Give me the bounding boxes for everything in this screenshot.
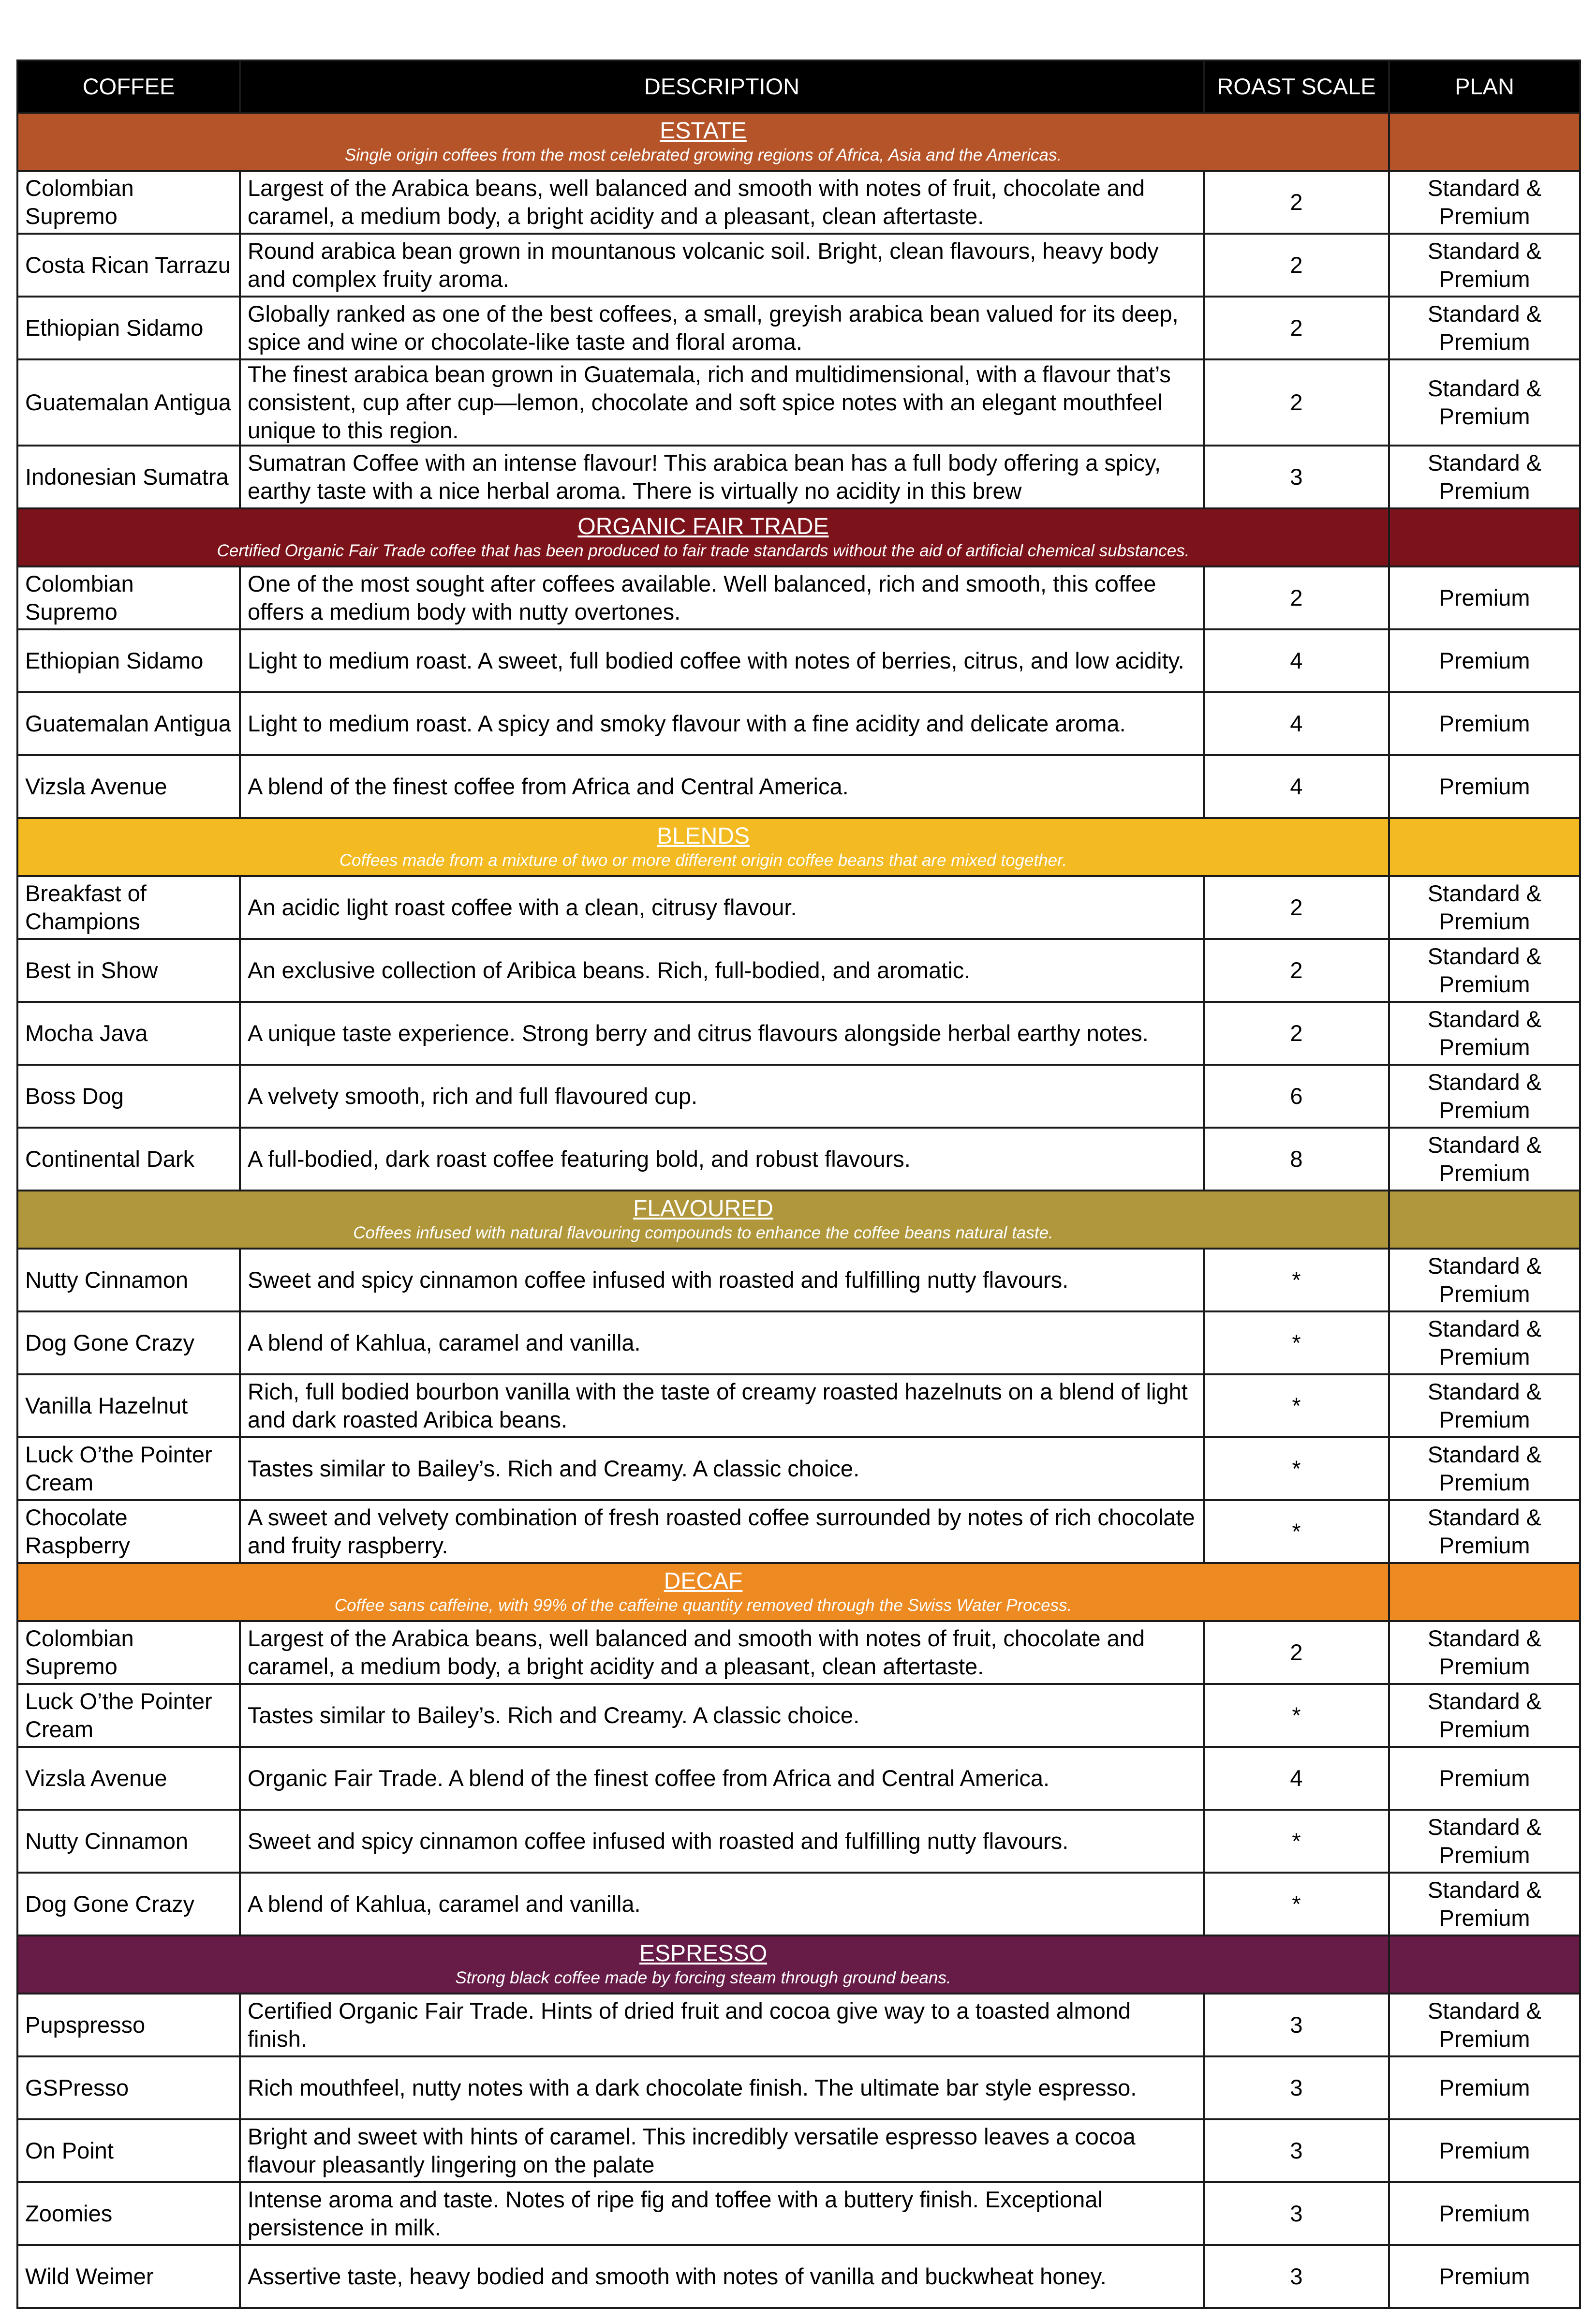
category-row: [17, 113, 1580, 171]
category-header: [17, 113, 1389, 171]
category-subtitle: Certified Organic Fair Trade coffee that has been produced to fair trade standards without the aid of artificial chemical substances.: [217, 541, 1190, 560]
roast-scale-value: 4: [1204, 629, 1389, 692]
plan-value: Premium: [1389, 1747, 1580, 1810]
header-description: DESCRIPTION: [240, 60, 1204, 113]
roast-scale-value: 4: [1204, 755, 1389, 818]
plan-value: Premium: [1389, 2119, 1580, 2182]
plan-value: Standard & Premium: [1389, 234, 1580, 297]
coffee-description: A sweet and velvety combination of fresh roasted coffee surrounded by notes of rich chocolate and fruity raspberry.: [240, 1500, 1204, 1563]
coffee-description: A full-bodied, dark roast coffee featuring bold, and robust flavours.: [240, 1128, 1204, 1191]
plan-value: Standard & Premium: [1389, 1684, 1580, 1747]
roast-scale-value: 2: [1204, 566, 1389, 629]
table-row: [17, 234, 1580, 297]
table-row: [17, 1684, 1580, 1747]
coffee-description: Sweet and spicy cinnamon coffee infused with roasted and fulfilling nutty flavours.: [240, 1249, 1204, 1311]
category-row: [17, 508, 1580, 566]
coffee-description: A blend of Kahlua, caramel and vanilla.: [240, 1311, 1204, 1374]
coffee-name: Vanilla Hazelnut: [17, 1374, 240, 1437]
table-row: [17, 1065, 1580, 1128]
table-row: [17, 171, 1580, 234]
coffee-description: A velvety smooth, rich and full flavoured cup.: [240, 1065, 1204, 1128]
category-subtitle: Strong black coffee made by forcing steam through ground beans.: [455, 1968, 951, 1987]
coffee-name: Vizsla Avenue: [17, 1747, 240, 1810]
header-coffee: COFFEE: [17, 60, 240, 113]
table-row: [17, 755, 1580, 818]
plan-value: Standard & Premium: [1389, 1311, 1580, 1374]
roast-scale-value: *: [1204, 1374, 1389, 1437]
category-header: [17, 1935, 1389, 1994]
coffee-name: Colombian Supremo: [17, 171, 240, 234]
coffee-name: Best in Show: [17, 939, 240, 1002]
coffee-name: Boss Dog: [17, 1065, 240, 1128]
plan-value: Premium: [1389, 2245, 1580, 2308]
roast-scale-value: 3: [1204, 2245, 1389, 2308]
category-plan-cell: [1389, 508, 1580, 566]
coffee-name: Chocolate Raspberry: [17, 1500, 240, 1563]
table-row: [17, 2056, 1580, 2119]
coffee-name: Pupspresso: [17, 1994, 240, 2056]
plan-value: Standard & Premium: [1389, 1128, 1580, 1191]
roast-scale-value: 3: [1204, 2119, 1389, 2182]
plan-value: Premium: [1389, 755, 1580, 818]
coffee-name: Luck O’the Pointer Cream: [17, 1437, 240, 1500]
roast-scale-value: *: [1204, 1684, 1389, 1747]
coffee-name: Ethiopian Sidamo: [17, 297, 240, 359]
category-row: [17, 1935, 1580, 1994]
plan-value: Standard & Premium: [1389, 446, 1580, 508]
coffee-description: Sweet and spicy cinnamon coffee infused with roasted and fulfilling nutty flavours.: [240, 1810, 1204, 1873]
roast-scale-value: 6: [1204, 1065, 1389, 1128]
category-row: [17, 1191, 1580, 1249]
category-title: ESTATE: [660, 118, 747, 144]
coffee-description: Largest of the Arabica beans, well balanced and smooth with notes of fruit, chocolate and caramel, a medium body, a bright acidity and a pleasant, clean aftertaste.: [240, 1621, 1204, 1684]
plan-value: Premium: [1389, 2182, 1580, 2245]
roast-scale-value: 3: [1204, 446, 1389, 508]
coffee-name: Continental Dark: [17, 1128, 240, 1191]
category-title: FLAVOURED: [633, 1196, 773, 1221]
coffee-description: Tastes similar to Bailey’s. Rich and Creamy. A classic choice.: [240, 1684, 1204, 1747]
plan-value: Standard & Premium: [1389, 1994, 1580, 2056]
table-row: [17, 692, 1580, 755]
menu-body: [17, 113, 1580, 2308]
coffee-name: Dog Gone Crazy: [17, 1311, 240, 1374]
coffee-description: The finest arabica bean grown in Guatemala, rich and multidimensional, with a flavour that’s consistent, cup after cup—lemon, chocolate and soft spice notes with an elegant mouthfeel unique to this region.: [240, 359, 1204, 446]
roast-scale-value: 2: [1204, 1002, 1389, 1065]
coffee-name: Guatemalan Antigua: [17, 692, 240, 755]
roast-scale-value: *: [1204, 1311, 1389, 1374]
table-row: [17, 2119, 1580, 2182]
plan-value: Standard & Premium: [1389, 876, 1580, 939]
table-row: [17, 359, 1580, 446]
plan-value: Premium: [1389, 629, 1580, 692]
coffee-name: Ethiopian Sidamo: [17, 629, 240, 692]
roast-scale-value: 8: [1204, 1128, 1389, 1191]
category-title: ORGANIC FAIR TRADE: [577, 514, 829, 539]
category-row: [17, 818, 1580, 876]
coffee-description: A unique taste experience. Strong berry and citrus flavours alongside herbal earthy notes.: [240, 1002, 1204, 1065]
roast-scale-value: 2: [1204, 234, 1389, 297]
coffee-name: Nutty Cinnamon: [17, 1249, 240, 1311]
coffee-description: A blend of Kahlua, caramel and vanilla.: [240, 1873, 1204, 1935]
category-header: [17, 1563, 1389, 1621]
table-row: [17, 1810, 1580, 1873]
coffee-menu-table: [16, 60, 1581, 2309]
table-row: [17, 297, 1580, 359]
table-row: [17, 1374, 1580, 1437]
table-row: [17, 876, 1580, 939]
category-plan-cell: [1389, 113, 1580, 171]
plan-value: Standard & Premium: [1389, 1249, 1580, 1311]
roast-scale-value: 3: [1204, 2056, 1389, 2119]
category-plan-cell: [1389, 1935, 1580, 1994]
plan-value: Standard & Premium: [1389, 359, 1580, 446]
table-row: [17, 566, 1580, 629]
plan-value: Premium: [1389, 2056, 1580, 2119]
table-row: [17, 2245, 1580, 2308]
roast-scale-value: 4: [1204, 692, 1389, 755]
coffee-description: An exclusive collection of Aribica beans. Rich, full-bodied, and aromatic.: [240, 939, 1204, 1002]
coffee-description: Intense aroma and taste. Notes of ripe fig and toffee with a buttery finish. Exceptional persistence in milk.: [240, 2182, 1204, 2245]
coffee-name: Colombian Supremo: [17, 1621, 240, 1684]
coffee-description: Assertive taste, heavy bodied and smooth with notes of vanilla and buckwheat honey.: [240, 2245, 1204, 2308]
table-row: [17, 1249, 1580, 1311]
header-roast-scale: ROAST SCALE: [1204, 60, 1389, 113]
plan-value: Standard & Premium: [1389, 297, 1580, 359]
coffee-description: Rich mouthfeel, nutty notes with a dark chocolate finish. The ultimate bar style espresso.: [240, 2056, 1204, 2119]
roast-scale-value: *: [1204, 1500, 1389, 1563]
coffee-description: Round arabica bean grown in mountanous volcanic soil. Bright, clean flavours, heavy body and complex fruity aroma.: [240, 234, 1204, 297]
plan-value: Standard & Premium: [1389, 1810, 1580, 1873]
category-plan-cell: [1389, 1191, 1580, 1249]
coffee-name: Guatemalan Antigua: [17, 359, 240, 446]
table-row: [17, 629, 1580, 692]
roast-scale-value: *: [1204, 1249, 1389, 1311]
coffee-name: Costa Rican Tarrazu: [17, 234, 240, 297]
coffee-name: Nutty Cinnamon: [17, 1810, 240, 1873]
table-row: [17, 1621, 1580, 1684]
table-row: [17, 1128, 1580, 1191]
roast-scale-value: 2: [1204, 876, 1389, 939]
category-row: [17, 1563, 1580, 1621]
category-title: DECAF: [664, 1568, 743, 1594]
plan-value: Premium: [1389, 692, 1580, 755]
coffee-description: A blend of the finest coffee from Africa and Central America.: [240, 755, 1204, 818]
roast-scale-value: 4: [1204, 1747, 1389, 1810]
table-row: [17, 1437, 1580, 1500]
roast-scale-value: 3: [1204, 1994, 1389, 2056]
roast-scale-value: *: [1204, 1873, 1389, 1935]
roast-scale-value: 2: [1204, 359, 1389, 446]
coffee-name: Wild Weimer: [17, 2245, 240, 2308]
table-row: [17, 1002, 1580, 1065]
table-row: [17, 1873, 1580, 1935]
coffee-description: One of the most sought after coffees available. Well balanced, rich and smooth, this coffee offers a medium body with nutty overtones.: [240, 566, 1204, 629]
table-row: [17, 1747, 1580, 1810]
coffee-name: Luck O’the Pointer Cream: [17, 1684, 240, 1747]
coffee-description: Light to medium roast. A sweet, full bodied coffee with notes of berries, citrus, and low acidity.: [240, 629, 1204, 692]
roast-scale-value: 2: [1204, 1621, 1389, 1684]
category-header: [17, 508, 1389, 566]
category-title: ESPRESSO: [639, 1941, 768, 1966]
coffee-description: Rich, full bodied bourbon vanilla with the taste of creamy roasted hazelnuts on a blend of light and dark roasted Aribica beans.: [240, 1374, 1204, 1437]
roast-scale-value: 2: [1204, 939, 1389, 1002]
plan-value: Standard & Premium: [1389, 171, 1580, 234]
plan-value: Standard & Premium: [1389, 1437, 1580, 1500]
coffee-name: Mocha Java: [17, 1002, 240, 1065]
plan-value: Premium: [1389, 566, 1580, 629]
coffee-description: Light to medium roast. A spicy and smoky flavour with a fine acidity and delicate aroma.: [240, 692, 1204, 755]
category-subtitle: Coffees infused with natural flavouring compounds to enhance the coffee beans natural taste.: [353, 1223, 1053, 1242]
category-plan-cell: [1389, 1563, 1580, 1621]
table-row: [17, 1994, 1580, 2056]
coffee-name: Breakfast of Champions: [17, 876, 240, 939]
coffee-name: Zoomies: [17, 2182, 240, 2245]
coffee-name: GSPresso: [17, 2056, 240, 2119]
category-subtitle: Coffees made from a mixture of two or more different origin coffee beans that are mixed together.: [339, 851, 1067, 870]
coffee-description: Bright and sweet with hints of caramel. This incredibly versatile espresso leaves a cocoa flavour pleasantly lingering on the palate: [240, 2119, 1204, 2182]
table-row: [17, 1500, 1580, 1563]
header-row: [17, 60, 1580, 113]
table-row: [17, 1311, 1580, 1374]
coffee-description: Tastes similar to Bailey’s. Rich and Creamy. A classic choice.: [240, 1437, 1204, 1500]
roast-scale-value: *: [1204, 1437, 1389, 1500]
table-row: [17, 446, 1580, 508]
roast-scale-value: *: [1204, 1810, 1389, 1873]
category-title: BLENDS: [656, 823, 750, 849]
plan-value: Standard & Premium: [1389, 939, 1580, 1002]
coffee-name: Indonesian Sumatra: [17, 446, 240, 508]
plan-value: Standard & Premium: [1389, 1065, 1580, 1128]
coffee-description: Largest of the Arabica beans, well balanced and smooth with notes of fruit, chocolate and caramel, a medium body, a bright acidity and a pleasant, clean aftertaste.: [240, 171, 1204, 234]
plan-value: Standard & Premium: [1389, 1374, 1580, 1437]
coffee-description: An acidic light roast coffee with a clean, citrusy flavour.: [240, 876, 1204, 939]
table-row: [17, 2182, 1580, 2245]
category-subtitle: Single origin coffees from the most celebrated growing regions of Africa, Asia and the Americas.: [344, 146, 1062, 164]
coffee-description: Organic Fair Trade. A blend of the finest coffee from Africa and Central America.: [240, 1747, 1204, 1810]
roast-scale-value: 2: [1204, 171, 1389, 234]
table-row: [17, 939, 1580, 1002]
header-plan: PLAN: [1389, 60, 1580, 113]
coffee-description: Sumatran Coffee with an intense flavour! This arabica bean has a full body offering a spicy, earthy taste with a nice herbal aroma. There is virtually no acidity in this brew: [240, 446, 1204, 508]
coffee-name: Dog Gone Crazy: [17, 1873, 240, 1935]
plan-value: Standard & Premium: [1389, 1500, 1580, 1563]
category-subtitle: Coffee sans caffeine, with 99% of the caffeine quantity removed through the Swiss Water Process.: [334, 1596, 1072, 1615]
coffee-name: Vizsla Avenue: [17, 755, 240, 818]
roast-scale-value: 3: [1204, 2182, 1389, 2245]
coffee-name: On Point: [17, 2119, 240, 2182]
plan-value: Standard & Premium: [1389, 1873, 1580, 1935]
category-plan-cell: [1389, 818, 1580, 876]
plan-value: Standard & Premium: [1389, 1621, 1580, 1684]
coffee-description: Globally ranked as one of the best coffees, a small, greyish arabica bean valued for its deep, spice and wine or chocolate-like taste and floral aroma.: [240, 297, 1204, 359]
plan-value: Standard & Premium: [1389, 1002, 1580, 1065]
coffee-description: Certified Organic Fair Trade. Hints of dried fruit and cocoa give way to a toasted almond finish.: [240, 1994, 1204, 2056]
coffee-name: Colombian Supremo: [17, 566, 240, 629]
roast-scale-value: 2: [1204, 297, 1389, 359]
category-header: [17, 1191, 1389, 1249]
category-header: [17, 818, 1389, 876]
